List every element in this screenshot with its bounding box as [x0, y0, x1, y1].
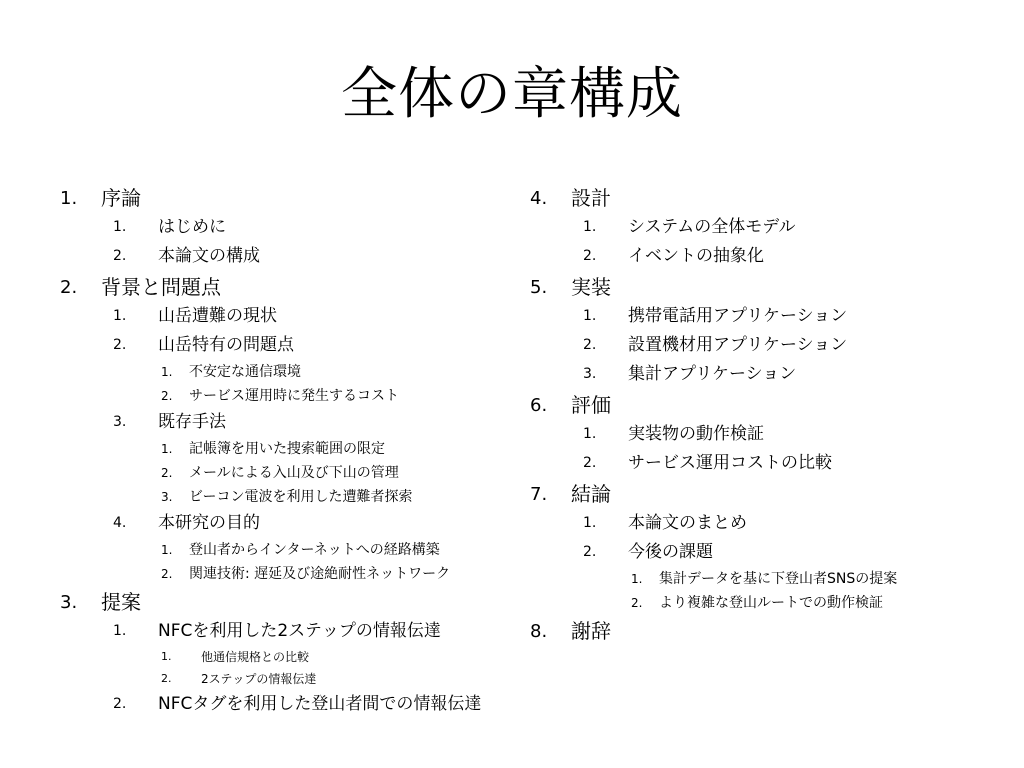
subsection-number: 1.	[161, 543, 173, 557]
toc-subsection	[161, 538, 500, 562]
toc-chapter	[60, 588, 500, 617]
chapter-number: 2.	[60, 277, 78, 298]
toc-subsection	[631, 591, 990, 615]
chapter-number: 7.	[530, 484, 548, 505]
subsection-number: 1.	[631, 572, 643, 586]
section-number: 2.	[113, 696, 127, 712]
section-number: 2.	[583, 248, 597, 264]
section-number: 1.	[583, 308, 597, 324]
chapter-title: 結論	[571, 482, 611, 506]
chapter-number: 5.	[530, 277, 548, 298]
chapter-number: 1.	[60, 188, 78, 209]
chapter-title: 序論	[101, 186, 141, 210]
section-number: 4.	[113, 515, 127, 531]
subsection-number: 2.	[631, 596, 643, 610]
toc-section	[583, 538, 990, 567]
subsection-number: 3.	[161, 490, 173, 504]
slide-title: 全体の章構成	[341, 62, 683, 127]
toc-chapter	[60, 184, 500, 213]
toc-section	[583, 509, 990, 538]
toc-chapter	[530, 184, 990, 213]
section-title: NFCタグを利用した登山者間での情報伝達	[158, 694, 482, 714]
toc-subsection	[161, 646, 500, 668]
section-number: 1.	[113, 623, 127, 639]
section-title: 既存手法	[158, 412, 226, 432]
section-number: 1.	[583, 515, 597, 531]
chapter-title: 実装	[571, 275, 611, 299]
section-title: サービス運用コストの比較	[628, 453, 832, 473]
toc-section	[583, 420, 990, 449]
subsection-number: 2.	[161, 567, 173, 581]
section-number: 1.	[113, 219, 127, 235]
subsection-title: 不安定な通信環境	[189, 364, 301, 380]
section-number: 3.	[113, 414, 127, 430]
toc-left-column	[60, 182, 500, 719]
chapter-title: 評価	[571, 393, 611, 417]
chapter-title: 設計	[571, 186, 611, 210]
section-title: 設置機材用アプリケーション	[628, 335, 848, 355]
section-number: 1.	[583, 426, 597, 442]
toc-subsection	[161, 384, 500, 408]
toc-chapter	[530, 273, 990, 302]
section-title: 本論文のまとめ	[628, 513, 747, 533]
toc-subsection	[161, 437, 500, 461]
subsection-number: 2.	[161, 466, 173, 480]
subsection-title: 関連技術: 遅延及び途絶耐性ネットワーク	[189, 566, 451, 582]
section-number: 2.	[113, 337, 127, 353]
toc-section	[113, 617, 500, 646]
toc-right-column	[530, 182, 990, 646]
toc-section	[113, 690, 498, 719]
toc-chapter	[60, 273, 500, 302]
subsection-number: 2.	[161, 389, 173, 403]
subsection-title: 2ステップの情報伝達	[201, 672, 317, 686]
section-number: 3.	[583, 366, 597, 382]
section-title: 山岳特有の問題点	[158, 335, 294, 355]
toc-section	[113, 408, 500, 437]
toc-section	[583, 360, 990, 389]
toc-section	[583, 449, 990, 478]
toc-subsection	[161, 360, 500, 384]
chapter-number: 4.	[530, 188, 548, 209]
chapter-title: 背景と問題点	[101, 275, 221, 299]
toc-subsection	[161, 485, 500, 509]
toc-section	[583, 331, 990, 360]
subsection-title: 他通信規格との比較	[201, 650, 310, 664]
section-title: NFCを利用した2ステップの情報伝達	[158, 621, 441, 641]
subsection-title: 集計データを基に下登山者SNSの提案	[659, 571, 898, 587]
section-title: はじめに	[158, 217, 226, 237]
subsection-title: より複雑な登山ルートでの動作検証	[659, 595, 883, 611]
subsection-number: 1.	[161, 650, 172, 663]
toc-subsection	[161, 562, 500, 586]
subsection-title: 登山者からインターネットへの経路構築	[189, 542, 440, 558]
subsection-title: サービス運用時に発生するコスト	[189, 388, 399, 404]
toc-chapter	[530, 480, 990, 509]
toc-section	[113, 242, 500, 271]
chapter-number: 6.	[530, 395, 548, 416]
chapter-number: 8.	[530, 621, 548, 642]
toc-section	[583, 213, 990, 242]
subsection-number: 1.	[161, 365, 173, 379]
section-title: 今後の課題	[628, 542, 713, 562]
toc-section	[113, 331, 500, 360]
toc-subsection	[161, 461, 500, 485]
section-title: 本論文の構成	[158, 246, 260, 266]
section-number: 2.	[113, 248, 127, 264]
chapter-number: 3.	[60, 592, 78, 613]
subsection-number: 1.	[161, 442, 173, 456]
chapter-title: 謝辞	[571, 619, 611, 643]
toc-section	[113, 509, 500, 538]
subsection-title: メールによる入山及び下山の管理	[189, 465, 399, 481]
section-title: 実装物の動作検証	[628, 424, 764, 444]
toc-section	[113, 213, 500, 242]
subsection-number: 2.	[161, 672, 172, 685]
section-number: 1.	[113, 308, 127, 324]
subsection-title: 記帳簿を用いた捜索範囲の限定	[189, 441, 385, 457]
section-title: 本研究の目的	[158, 513, 260, 533]
section-number: 2.	[583, 337, 597, 353]
subsection-title: ビーコン電波を利用した遭難者探索	[189, 489, 413, 505]
toc-subsection	[631, 567, 990, 591]
section-title: 山岳遭難の現状	[158, 306, 277, 326]
section-number: 2.	[583, 544, 597, 560]
toc-section	[583, 242, 990, 271]
chapter-title: 提案	[101, 590, 141, 614]
toc-chapter	[530, 391, 990, 420]
toc-subsection	[161, 668, 500, 690]
toc-chapter	[530, 617, 990, 646]
section-title: 集計アプリケーション	[628, 364, 797, 384]
section-number: 2.	[583, 455, 597, 471]
section-title: システムの全体モデル	[628, 217, 796, 237]
section-number: 1.	[583, 219, 597, 235]
section-title: 携帯電話用アプリケーション	[628, 306, 848, 326]
section-title: イベントの抽象化	[628, 246, 764, 266]
toc-section	[113, 302, 500, 331]
toc-section	[583, 302, 990, 331]
